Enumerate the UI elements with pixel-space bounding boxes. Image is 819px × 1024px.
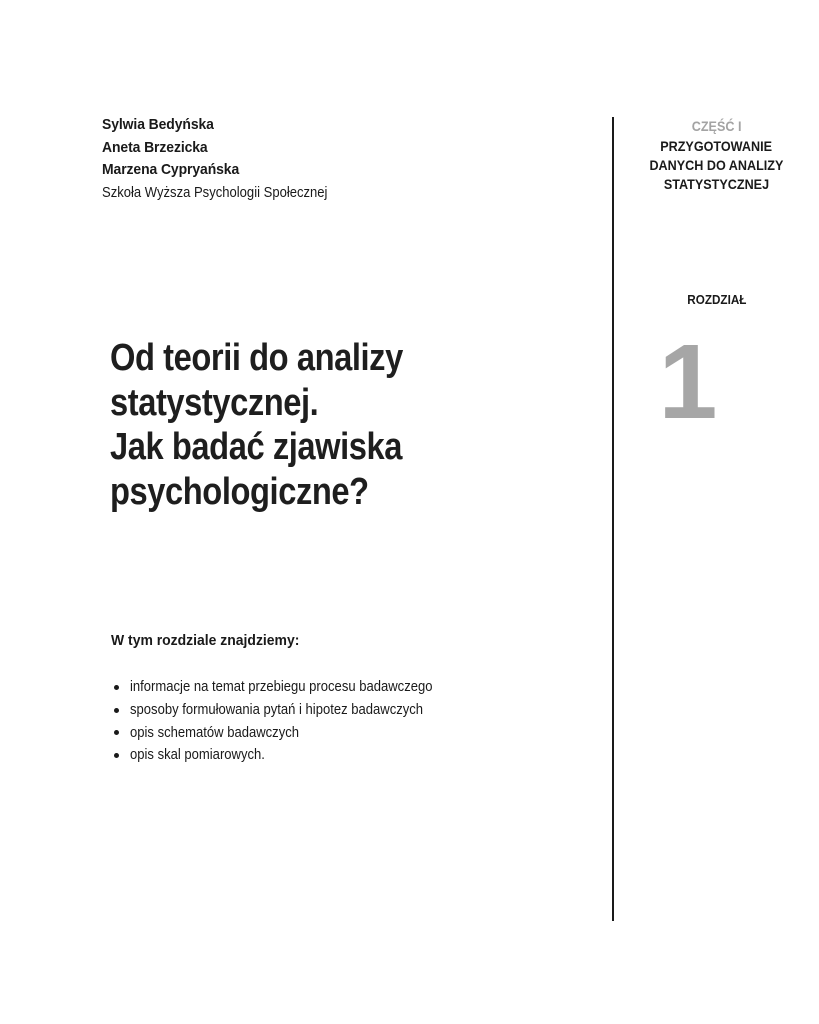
part-label <box>614 116 819 136</box>
chapter-label-text: ROZDZIAŁ <box>686 292 747 307</box>
chapter-title <box>110 336 570 514</box>
list-item-text: opis schematów badawczych <box>130 724 300 741</box>
author-name: Sylwia Bedyńska <box>102 116 214 133</box>
bullet-icon <box>114 730 119 735</box>
chapter-number: 1 <box>658 323 718 441</box>
list-item <box>114 744 466 767</box>
chapter-title-line: statystycznej. <box>110 381 319 424</box>
author-name: Marzena Cypryańska <box>102 161 240 178</box>
bullet-icon <box>114 753 119 758</box>
part-title-line: STATYSTYCZNEJ <box>663 176 770 192</box>
chapter-title-line: psychologiczne? <box>110 470 369 513</box>
chapter-title-line: Jak badać zjawiska <box>110 426 403 468</box>
chapter-title-line: Od teorii do analizy <box>110 337 403 379</box>
chapter-label <box>614 290 819 310</box>
author-name: Aneta Brzezicka <box>102 138 208 156</box>
vertical-divider <box>612 117 614 921</box>
part-title-line: PRZYGOTOWANIE <box>660 138 773 154</box>
list-item-text: sposoby formułowania pytań i hipotez badawczych <box>130 701 424 718</box>
list-item-text: informacje na temat przebiegu procesu badawczego <box>130 679 433 695</box>
part-title <box>614 137 819 194</box>
part-title-line: DANYCH DO ANALIZY <box>649 157 784 173</box>
list-item <box>114 676 466 699</box>
contents-list <box>114 676 466 767</box>
part-label-text: CZĘŚĆ I <box>691 118 742 134</box>
bullet-icon <box>114 708 119 713</box>
authors-block <box>102 114 542 204</box>
section-heading: W tym rozdziale znajdziemy: <box>111 632 300 649</box>
bullet-icon <box>114 685 119 690</box>
list-item-text: opis skal pomiarowych. <box>130 747 265 764</box>
list-item <box>114 722 466 745</box>
author-affiliation: Szkoła Wyższa Psychologii Społecznej <box>102 184 328 201</box>
list-item <box>114 699 466 722</box>
